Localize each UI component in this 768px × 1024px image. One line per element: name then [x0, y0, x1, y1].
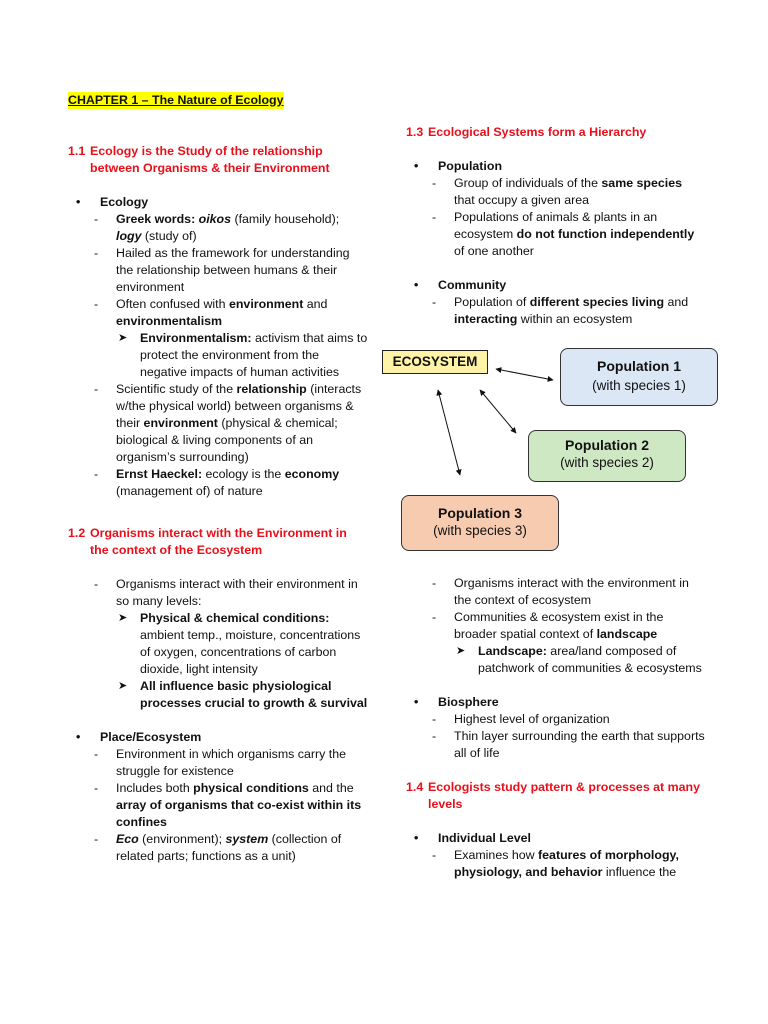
item-ernst-haeckel: - Ernst Haeckel: ecology is the economy (management of) of nature — [68, 466, 368, 500]
item-includes-both: - Includes both physical conditions and the array of organisms that co-exist within its confines — [68, 780, 368, 831]
left-column — [68, 92, 368, 865]
item-so-many-levels: - Organisms interact with their environment in so many levels: — [68, 576, 368, 610]
bullet-population: • Population — [406, 158, 706, 175]
item-environment-struggle: - Environment in which organisms carry the struggle for existence — [68, 746, 368, 780]
item-scientific-study: - Scientific study of the relationship (interacts w/the physical world) between organisms & their environment (physical & chemical; biological & living components of an organism’s surrounding) — [68, 381, 368, 466]
bullet-individual-level: • Individual Level — [406, 830, 706, 847]
population-title: Population 2 — [565, 437, 649, 453]
right-column-bottom — [406, 575, 706, 881]
item-populations-not-independent: - Populations of animals & plants in an ecosystem do not function independently of one another — [406, 209, 706, 260]
item-hailed: - Hailed as the framework for understanding the relationship between humans & their environment — [68, 245, 368, 296]
bullet-community: • Community — [406, 277, 706, 294]
population-subtitle: (with species 2) — [560, 455, 654, 470]
population-title: Population 3 — [438, 505, 522, 521]
bullet-ecology: • Ecology — [68, 194, 368, 211]
bullet-biosphere: • Biosphere — [406, 694, 706, 711]
right-column-top — [406, 124, 706, 328]
item-examines-how: - Examines how features of morphology, physiology, and behavior influence the — [406, 847, 706, 881]
population-subtitle: (with species 3) — [433, 523, 527, 538]
section-number: 1.4 — [406, 780, 424, 794]
subitem-landscape: ➤ Landscape: area/land composed of patchwork of communities & ecosystems — [406, 643, 706, 677]
section-number: 1.2 — [68, 526, 86, 540]
ecosystem-box: ECOSYSTEM — [382, 350, 488, 374]
population-title: Population 1 — [597, 358, 681, 374]
section-title: Ecologists study pattern & processes at many levels — [428, 780, 700, 811]
subitem-all-influence: ➤ All influence basic physiological processes crucial to growth & survival — [68, 678, 368, 712]
item-eco-system: - Eco (environment); system (collection of related parts; functions as a unit) — [68, 831, 368, 865]
item-often-confused: - Often confused with environment and environmentalism — [68, 296, 368, 330]
population-subtitle: (with species 1) — [592, 378, 686, 393]
item-community-definition: - Population of different species living and interacting within an ecosystem — [406, 294, 706, 328]
section-1-2-heading — [68, 525, 368, 559]
bullet-place-ecosystem: • Place/Ecosystem — [68, 729, 368, 746]
section-number: 1.3 — [406, 125, 424, 139]
arrow-ecosystem-pop3 — [438, 390, 460, 475]
arrow-ecosystem-pop2 — [480, 390, 516, 433]
section-number: 1.1 — [68, 144, 86, 158]
ecosystem-diagram — [380, 345, 720, 555]
item-group-of-individuals: - Group of individuals of the same species that occupy a given area — [406, 175, 706, 209]
chapter-title: CHAPTER 1 – The Nature of Ecology — [68, 93, 284, 107]
subitem-physical-chemical: ➤ Physical & chemical conditions: ambient temp., moisture, concentrations of oxygen, concentrations of carbon dioxide, light intensity — [68, 610, 368, 678]
item-highest-level: - Highest level of organization — [406, 711, 706, 728]
item-thin-layer: - Thin layer surrounding the earth that supports all of life — [406, 728, 706, 762]
item-context-of-ecosystem: - Organisms interact with the environment in the context of ecosystem — [406, 575, 706, 609]
population-3-box — [401, 495, 559, 551]
section-1-3-heading — [406, 124, 706, 141]
arrow-ecosystem-pop1 — [496, 369, 553, 380]
section-title: Ecological Systems form a Hierarchy — [428, 125, 647, 139]
section-1-4-heading — [406, 779, 706, 813]
section-title: Organisms interact with the Environment in the context of the Ecosystem — [90, 526, 347, 557]
section-title: Ecology is the Study of the relationship between Organisms & their Environment — [90, 144, 330, 175]
subitem-environmentalism: ➤ Environmentalism: activism that aims to protect the environment from the negative impacts of human activities — [68, 330, 368, 381]
population-1-box — [560, 348, 718, 406]
item-landscape-context: - Communities & ecosystem exist in the broader spatial context of landscape — [406, 609, 706, 643]
population-2-box — [528, 430, 686, 482]
section-1-1-heading — [68, 143, 368, 177]
item-greek-words: - Greek words: oikos (family household); logy (study of) — [68, 211, 368, 245]
